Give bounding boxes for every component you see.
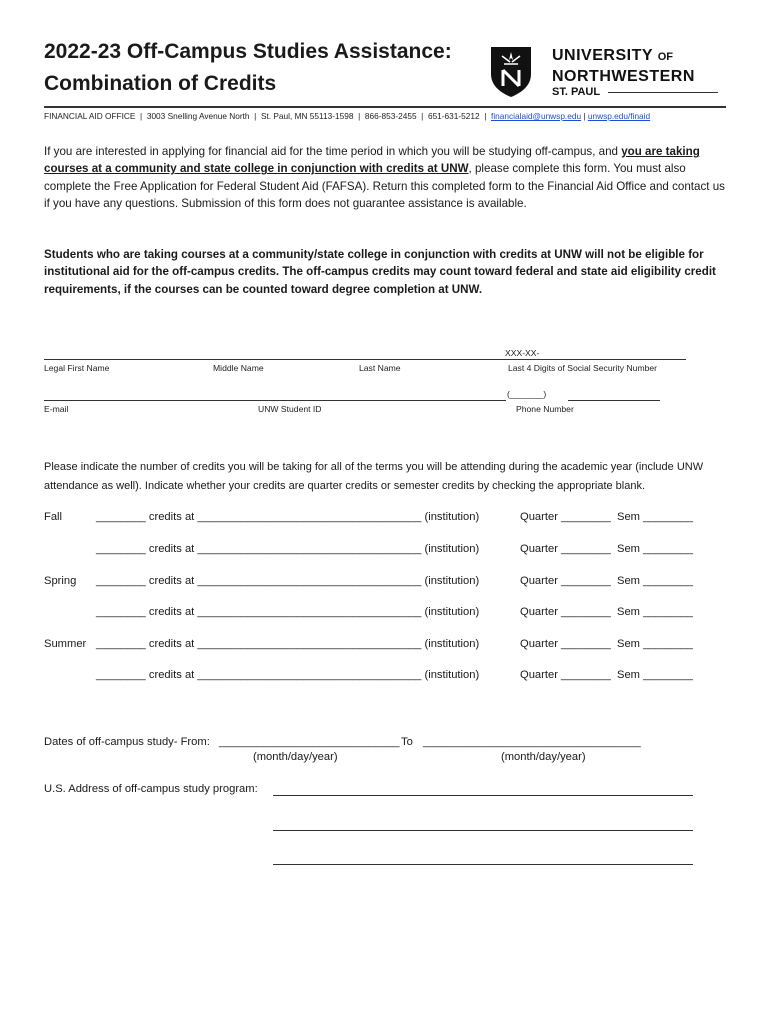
university-sub: ST. PAUL	[552, 86, 601, 98]
quarter-field[interactable]: Quarter ________	[520, 669, 611, 681]
intro-part-2: , please complete this form. You must also complete the Free Application for Federal Student Aid (FAFSA). Return this completed form to the Financial Aid Office and contact us if you have any questions. Submission of this form does not guarantee assistance is available.	[44, 162, 725, 211]
semester-field[interactable]: Sem ________	[617, 638, 693, 650]
credits-instructions: Please indicate the number of credits you will be taking for all of the terms you will be attending during the academic year (include UNW attendance as well). Indicate whether your credits are quarter credits or semester credits by checking the appropriate blank.	[44, 461, 704, 492]
semester-field[interactable]: Sem ________	[617, 669, 693, 681]
quarter-field[interactable]: Quarter ________	[520, 606, 611, 618]
credits-field[interactable]: ________ credits at ____________________________________ (institution)	[96, 543, 480, 555]
university-of: OF	[657, 51, 673, 63]
name-ssn-line[interactable]	[44, 359, 686, 360]
address-line-2[interactable]	[273, 830, 693, 831]
address-line-1[interactable]	[273, 795, 693, 796]
intro-paragraph	[44, 143, 726, 213]
credits-field[interactable]: ________ credits at ____________________________________ (institution)	[96, 669, 480, 681]
date-to-label: To	[401, 736, 413, 748]
address-line-3[interactable]	[273, 864, 693, 865]
quarter-field[interactable]: Quarter ________	[520, 638, 611, 650]
address-label: U.S. Address of off-campus study program:	[44, 783, 258, 795]
ssn-label: Last 4 Digits of Social Security Number	[508, 363, 658, 373]
university-line-1: UNIVERSITY	[552, 47, 653, 64]
quarter-field[interactable]: Quarter ________	[520, 543, 611, 555]
date-from-field[interactable]: _____________________________	[219, 736, 400, 748]
credits-field[interactable]: ________ credits at ____________________________________ (institution)	[96, 606, 480, 618]
credits-field[interactable]: ________ credits at ____________________________________ (institution)	[96, 575, 480, 587]
contact-web-link[interactable]: unwsp.edu/finaid	[587, 111, 651, 121]
student-id-label: UNW Student ID	[258, 404, 322, 414]
first-name-label: Legal First Name	[44, 363, 110, 373]
middle-name-label: Middle Name	[213, 363, 264, 373]
dates-label: Dates of off-campus study- From:	[44, 736, 210, 748]
university-campus	[552, 86, 718, 98]
phone-line[interactable]	[568, 400, 660, 401]
email-id-line[interactable]	[44, 400, 506, 401]
university-name	[552, 46, 695, 86]
contact-email-link[interactable]: financialaid@unwsp.edu	[491, 111, 582, 121]
credits-field[interactable]: ________ credits at ____________________________________ (institution)	[96, 638, 480, 650]
term-label: Spring	[44, 575, 77, 587]
university-line-2: NORTHWESTERN	[552, 68, 695, 85]
campus-rule	[608, 92, 718, 93]
contact-bar: FINANCIAL AID OFFICE | 3003 Snelling Avenue North | St. Paul, MN 55113-1598 | 866-853-2455 | 651-631-5212 | financialaid@unwsp.edu | unwsp.edu/finaid	[44, 111, 651, 121]
date-from-hint: (month/day/year)	[253, 751, 338, 763]
date-to-field[interactable]: ___________________________________	[423, 736, 641, 748]
phone-area-code: (_______)	[507, 389, 547, 399]
contact-phone-2: 651-631-5212	[427, 111, 480, 121]
intro-emphasis: you are taking courses at a community and state college in conjunction with credits at UNW	[44, 145, 700, 176]
term-label: Summer	[44, 638, 87, 650]
university-shield-icon	[488, 44, 534, 98]
phone-label: Phone Number	[516, 404, 574, 414]
ssn-prefix: XXX-XX-	[505, 348, 540, 358]
credits-field[interactable]: ________ credits at ____________________________________ (institution)	[96, 511, 480, 523]
semester-field[interactable]: Sem ________	[617, 575, 693, 587]
semester-field[interactable]: Sem ________	[617, 543, 693, 555]
quarter-field[interactable]: Quarter ________	[520, 575, 611, 587]
semester-field[interactable]: Sem ________	[617, 511, 693, 523]
last-name-label: Last Name	[359, 363, 401, 373]
eligibility-notice: Students who are taking courses at a community/state college in conjunction with credits at UNW will not be eligible for institutional aid for the off-campus credits. The off-campus credits may count toward federal and state aid eligibility credit requirements, if the courses can be counted toward degree completion at UNW.	[44, 248, 716, 296]
contact-address: 3003 Snelling Avenue North	[146, 111, 250, 121]
email-label: E-mail	[44, 404, 69, 414]
header-divider	[44, 106, 726, 108]
intro-part-1: If you are interested in applying for financial aid for the time period in which you will be studying off-campus, and	[44, 145, 622, 158]
term-label: Fall	[44, 511, 63, 523]
page-title	[44, 36, 452, 100]
contact-phone-1: 866-853-2455	[364, 111, 417, 121]
title-line-2: Combination of Credits	[44, 72, 277, 95]
semester-field[interactable]: Sem ________	[617, 606, 693, 618]
contact-office: FINANCIAL AID OFFICE	[44, 111, 136, 121]
contact-city: St. Paul, MN 55113-1598	[260, 111, 354, 121]
quarter-field[interactable]: Quarter ________	[520, 511, 611, 523]
title-line-1: 2022-23 Off-Campus Studies Assistance:	[44, 40, 452, 63]
date-to-hint: (month/day/year)	[501, 751, 586, 763]
